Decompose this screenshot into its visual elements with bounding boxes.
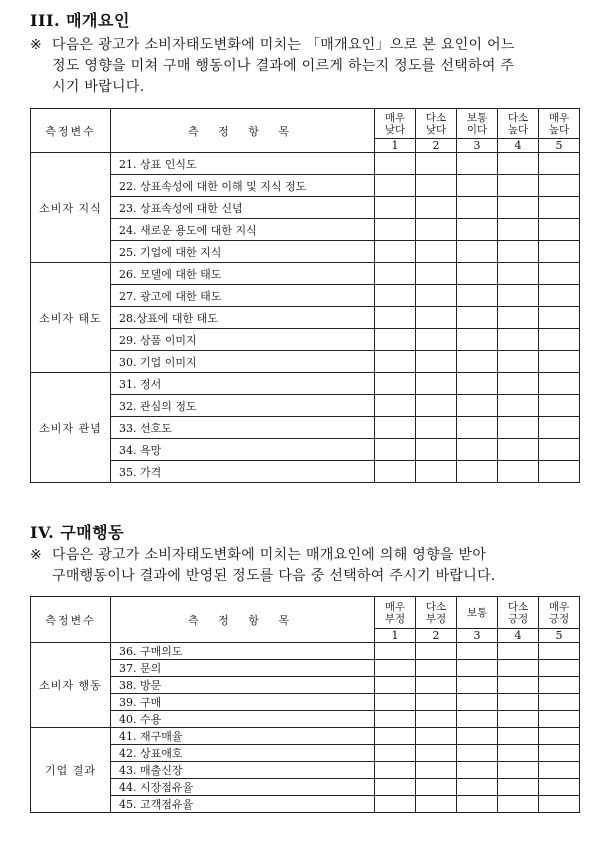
answer-cell[interactable] <box>498 728 539 745</box>
answer-cell[interactable] <box>416 307 457 329</box>
answer-cell[interactable] <box>539 660 580 677</box>
variable-group-label: 소비자 행동 <box>31 643 111 728</box>
answer-cell[interactable] <box>498 329 539 351</box>
answer-cell[interactable] <box>416 643 457 660</box>
answer-cell[interactable] <box>539 711 580 728</box>
answer-cell[interactable] <box>416 153 457 175</box>
table-row <box>31 643 580 660</box>
column-header-variable: 측정변수 <box>31 109 111 153</box>
table-row <box>31 779 580 796</box>
scale-number: 5 <box>539 629 580 643</box>
table-row <box>31 796 580 813</box>
answer-cell[interactable] <box>539 373 580 395</box>
answer-cell[interactable] <box>416 175 457 197</box>
answer-cell[interactable] <box>539 694 580 711</box>
column-header-item: 측 정 항 목 <box>111 597 375 643</box>
answer-cell[interactable] <box>457 762 498 779</box>
measurement-item: 36. 구매의도 <box>111 643 375 660</box>
table-row <box>31 175 580 197</box>
answer-cell[interactable] <box>457 461 498 483</box>
measurement-item: 29. 상품 이미지 <box>111 329 375 351</box>
answer-cell[interactable] <box>416 796 457 813</box>
instruction-line: 시기 바랍니다. <box>52 79 145 95</box>
answer-cell[interactable] <box>457 351 498 373</box>
answer-cell[interactable] <box>375 762 416 779</box>
answer-cell[interactable] <box>375 779 416 796</box>
answer-cell[interactable] <box>375 439 416 461</box>
answer-cell[interactable] <box>457 677 498 694</box>
variable-group-label: 소비자 관념 <box>31 373 111 483</box>
scale-header: 다소 부정 <box>416 597 457 629</box>
answer-cell[interactable] <box>375 395 416 417</box>
answer-cell[interactable] <box>457 395 498 417</box>
measurement-item: 35. 가격 <box>111 461 375 483</box>
answer-cell[interactable] <box>539 728 580 745</box>
answer-cell[interactable] <box>375 373 416 395</box>
table-row <box>31 677 580 694</box>
answer-cell[interactable] <box>375 711 416 728</box>
measurement-item: 28.상표에 대한 태도 <box>111 307 375 329</box>
answer-cell[interactable] <box>416 711 457 728</box>
table-row <box>31 417 580 439</box>
answer-cell[interactable] <box>539 175 580 197</box>
answer-cell[interactable] <box>457 153 498 175</box>
answer-cell[interactable] <box>498 762 539 779</box>
answer-cell[interactable] <box>457 796 498 813</box>
table-row <box>31 307 580 329</box>
answer-cell[interactable] <box>539 197 580 219</box>
answer-cell[interactable] <box>375 175 416 197</box>
measurement-item: 30. 기업 이미지 <box>111 351 375 373</box>
answer-cell[interactable] <box>375 417 416 439</box>
answer-cell[interactable] <box>375 796 416 813</box>
scale-header: 보통 <box>457 597 498 629</box>
measurement-item: 42. 상표애호 <box>111 745 375 762</box>
reference-mark: ※ <box>30 547 43 563</box>
answer-cell[interactable] <box>498 153 539 175</box>
instruction-line: 정도 영향을 미쳐 구매 행동이나 결과에 이르게 하는지 정도를 선택하여 주 <box>52 58 515 74</box>
answer-cell[interactable] <box>539 439 580 461</box>
scale-number: 1 <box>375 139 416 153</box>
scale-number: 3 <box>457 139 498 153</box>
answer-cell[interactable] <box>457 175 498 197</box>
scale-number: 2 <box>416 629 457 643</box>
table-row <box>31 351 580 373</box>
table-row <box>31 660 580 677</box>
answer-cell[interactable] <box>375 197 416 219</box>
answer-cell[interactable] <box>457 439 498 461</box>
scale-number: 2 <box>416 139 457 153</box>
answer-cell[interactable] <box>416 241 457 263</box>
measurement-item: 39. 구매 <box>111 694 375 711</box>
answer-cell[interactable] <box>416 219 457 241</box>
section4-title: IV. 구매행동 <box>30 523 125 542</box>
answer-cell[interactable] <box>498 219 539 241</box>
scale-number: 1 <box>375 629 416 643</box>
answer-cell[interactable] <box>539 219 580 241</box>
answer-cell[interactable] <box>498 796 539 813</box>
answer-cell[interactable] <box>416 197 457 219</box>
measurement-item: 38. 방문 <box>111 677 375 694</box>
answer-cell[interactable] <box>498 779 539 796</box>
answer-cell[interactable] <box>539 153 580 175</box>
answer-cell[interactable] <box>457 329 498 351</box>
table-row <box>31 711 580 728</box>
answer-cell[interactable] <box>375 285 416 307</box>
answer-cell[interactable] <box>457 197 498 219</box>
answer-cell[interactable] <box>539 395 580 417</box>
scale-number: 4 <box>498 629 539 643</box>
answer-cell[interactable] <box>498 285 539 307</box>
section4-instruction <box>30 545 585 587</box>
scale-header: 매우 부정 <box>375 597 416 629</box>
answer-cell[interactable] <box>498 175 539 197</box>
answer-cell[interactable] <box>375 461 416 483</box>
answer-cell[interactable] <box>457 263 498 285</box>
measurement-item: 23. 상표속성에 대한 신념 <box>111 197 375 219</box>
answer-cell[interactable] <box>498 307 539 329</box>
answer-cell[interactable] <box>375 660 416 677</box>
scale-number: 4 <box>498 139 539 153</box>
instruction-line: 구매행동이나 결과에 반영된 정도를 다음 중 선택하여 주시기 바랍니다. <box>52 568 496 584</box>
table-row <box>31 694 580 711</box>
table-row <box>31 395 580 417</box>
answer-cell[interactable] <box>416 329 457 351</box>
answer-cell[interactable] <box>416 351 457 373</box>
answer-cell[interactable] <box>375 677 416 694</box>
measurement-item: 44. 시장점유율 <box>111 779 375 796</box>
answer-cell[interactable] <box>539 307 580 329</box>
scale-header: 다소 낮다 <box>416 109 457 139</box>
answer-cell[interactable] <box>457 373 498 395</box>
scale-number: 3 <box>457 629 498 643</box>
answer-cell[interactable] <box>539 461 580 483</box>
answer-cell[interactable] <box>457 711 498 728</box>
measurement-item: 43. 매출신장 <box>111 762 375 779</box>
table-row <box>31 762 580 779</box>
answer-cell[interactable] <box>539 329 580 351</box>
answer-cell[interactable] <box>375 745 416 762</box>
answer-cell[interactable] <box>416 285 457 307</box>
answer-cell[interactable] <box>498 745 539 762</box>
answer-cell[interactable] <box>416 263 457 285</box>
column-header-variable: 측정변수 <box>31 597 111 643</box>
answer-cell[interactable] <box>375 728 416 745</box>
answer-cell[interactable] <box>539 351 580 373</box>
answer-cell[interactable] <box>457 745 498 762</box>
answer-cell[interactable] <box>539 263 580 285</box>
table-row <box>31 285 580 307</box>
answer-cell[interactable] <box>498 461 539 483</box>
answer-cell[interactable] <box>416 762 457 779</box>
measurement-item: 33. 선호도 <box>111 417 375 439</box>
answer-cell[interactable] <box>457 219 498 241</box>
answer-cell[interactable] <box>457 417 498 439</box>
scale-header: 매우 높다 <box>539 109 580 139</box>
answer-cell[interactable] <box>416 745 457 762</box>
answer-cell[interactable] <box>416 439 457 461</box>
scale-header: 다소 긍정 <box>498 597 539 629</box>
answer-cell[interactable] <box>457 241 498 263</box>
scale-header: 보통 이다 <box>457 109 498 139</box>
table-row <box>31 197 580 219</box>
scale-header: 다소 높다 <box>498 109 539 139</box>
measurement-item: 41. 재구매율 <box>111 728 375 745</box>
section3-instruction <box>30 35 585 98</box>
answer-cell[interactable] <box>416 779 457 796</box>
variable-group-label: 소비자 지식 <box>31 153 111 263</box>
answer-cell[interactable] <box>539 677 580 694</box>
answer-cell[interactable] <box>498 677 539 694</box>
answer-cell[interactable] <box>498 660 539 677</box>
measurement-item: 45. 고객점유율 <box>111 796 375 813</box>
measurement-item: 22. 상표속성에 대한 이해 및 지식 정도 <box>111 175 375 197</box>
answer-cell[interactable] <box>457 307 498 329</box>
answer-cell[interactable] <box>498 711 539 728</box>
scale-header: 매우 긍정 <box>539 597 580 629</box>
answer-cell[interactable] <box>416 417 457 439</box>
answer-cell[interactable] <box>539 745 580 762</box>
table-row <box>31 153 580 175</box>
table-row <box>31 329 580 351</box>
answer-cell[interactable] <box>457 694 498 711</box>
answer-cell[interactable] <box>498 351 539 373</box>
table-row <box>31 745 580 762</box>
answer-cell[interactable] <box>416 373 457 395</box>
answer-cell[interactable] <box>498 241 539 263</box>
variable-group-label: 기업 결과 <box>31 728 111 813</box>
answer-cell[interactable] <box>375 219 416 241</box>
answer-cell[interactable] <box>539 779 580 796</box>
answer-cell[interactable] <box>498 263 539 285</box>
answer-cell[interactable] <box>375 307 416 329</box>
answer-cell[interactable] <box>498 439 539 461</box>
column-header-item: 측 정 항 목 <box>111 109 375 153</box>
reference-mark: ※ <box>30 37 43 53</box>
answer-cell[interactable] <box>498 395 539 417</box>
answer-cell[interactable] <box>375 241 416 263</box>
measurement-item: 40. 수용 <box>111 711 375 728</box>
instruction-line: 다음은 광고가 소비자태도변화에 미치는 「매개요인」으로 본 요인이 어느 <box>52 37 515 53</box>
answer-cell[interactable] <box>498 373 539 395</box>
answer-cell[interactable] <box>539 796 580 813</box>
answer-cell[interactable] <box>539 417 580 439</box>
answer-cell[interactable] <box>416 660 457 677</box>
answer-cell[interactable] <box>457 643 498 660</box>
answer-cell[interactable] <box>375 329 416 351</box>
table-row <box>31 219 580 241</box>
answer-cell[interactable] <box>457 285 498 307</box>
answer-cell[interactable] <box>375 643 416 660</box>
table-row <box>31 241 580 263</box>
answer-cell[interactable] <box>375 263 416 285</box>
answer-cell[interactable] <box>375 153 416 175</box>
answer-cell[interactable] <box>498 417 539 439</box>
purchase-behavior-survey-table <box>30 596 580 813</box>
measurement-item: 21. 상표 인식도 <box>111 153 375 175</box>
scale-header: 매우 낮다 <box>375 109 416 139</box>
answer-cell[interactable] <box>539 643 580 660</box>
answer-cell[interactable] <box>498 643 539 660</box>
scale-number: 5 <box>539 139 580 153</box>
answer-cell[interactable] <box>375 351 416 373</box>
answer-cell[interactable] <box>457 660 498 677</box>
variable-group-label: 소비자 태도 <box>31 263 111 373</box>
measurement-item: 25. 기업에 대한 지식 <box>111 241 375 263</box>
table-row <box>31 439 580 461</box>
measurement-item: 32. 관심의 정도 <box>111 395 375 417</box>
mediator-survey-table <box>30 108 580 483</box>
measurement-item: 24. 새로운 용도에 대한 지식 <box>111 219 375 241</box>
answer-cell[interactable] <box>457 779 498 796</box>
answer-cell[interactable] <box>539 762 580 779</box>
answer-cell[interactable] <box>416 728 457 745</box>
answer-cell[interactable] <box>416 395 457 417</box>
table-row <box>31 373 580 395</box>
answer-cell[interactable] <box>375 694 416 711</box>
section3-title: III. 매개요인 <box>30 11 130 30</box>
table-row <box>31 461 580 483</box>
table-row <box>31 728 580 745</box>
measurement-item: 31. 정서 <box>111 373 375 395</box>
answer-cell[interactable] <box>457 728 498 745</box>
answer-cell[interactable] <box>539 285 580 307</box>
table-row <box>31 263 580 285</box>
instruction-line: 다음은 광고가 소비자태도변화에 미치는 매개요인에 의해 영향을 받아 <box>52 547 487 563</box>
measurement-item: 26. 모델에 대한 태도 <box>111 263 375 285</box>
answer-cell[interactable] <box>416 677 457 694</box>
measurement-item: 34. 욕망 <box>111 439 375 461</box>
answer-cell[interactable] <box>539 241 580 263</box>
answer-cell[interactable] <box>498 694 539 711</box>
measurement-item: 37. 문의 <box>111 660 375 677</box>
answer-cell[interactable] <box>498 197 539 219</box>
answer-cell[interactable] <box>416 694 457 711</box>
measurement-item: 27. 광고에 대한 태도 <box>111 285 375 307</box>
answer-cell[interactable] <box>416 461 457 483</box>
